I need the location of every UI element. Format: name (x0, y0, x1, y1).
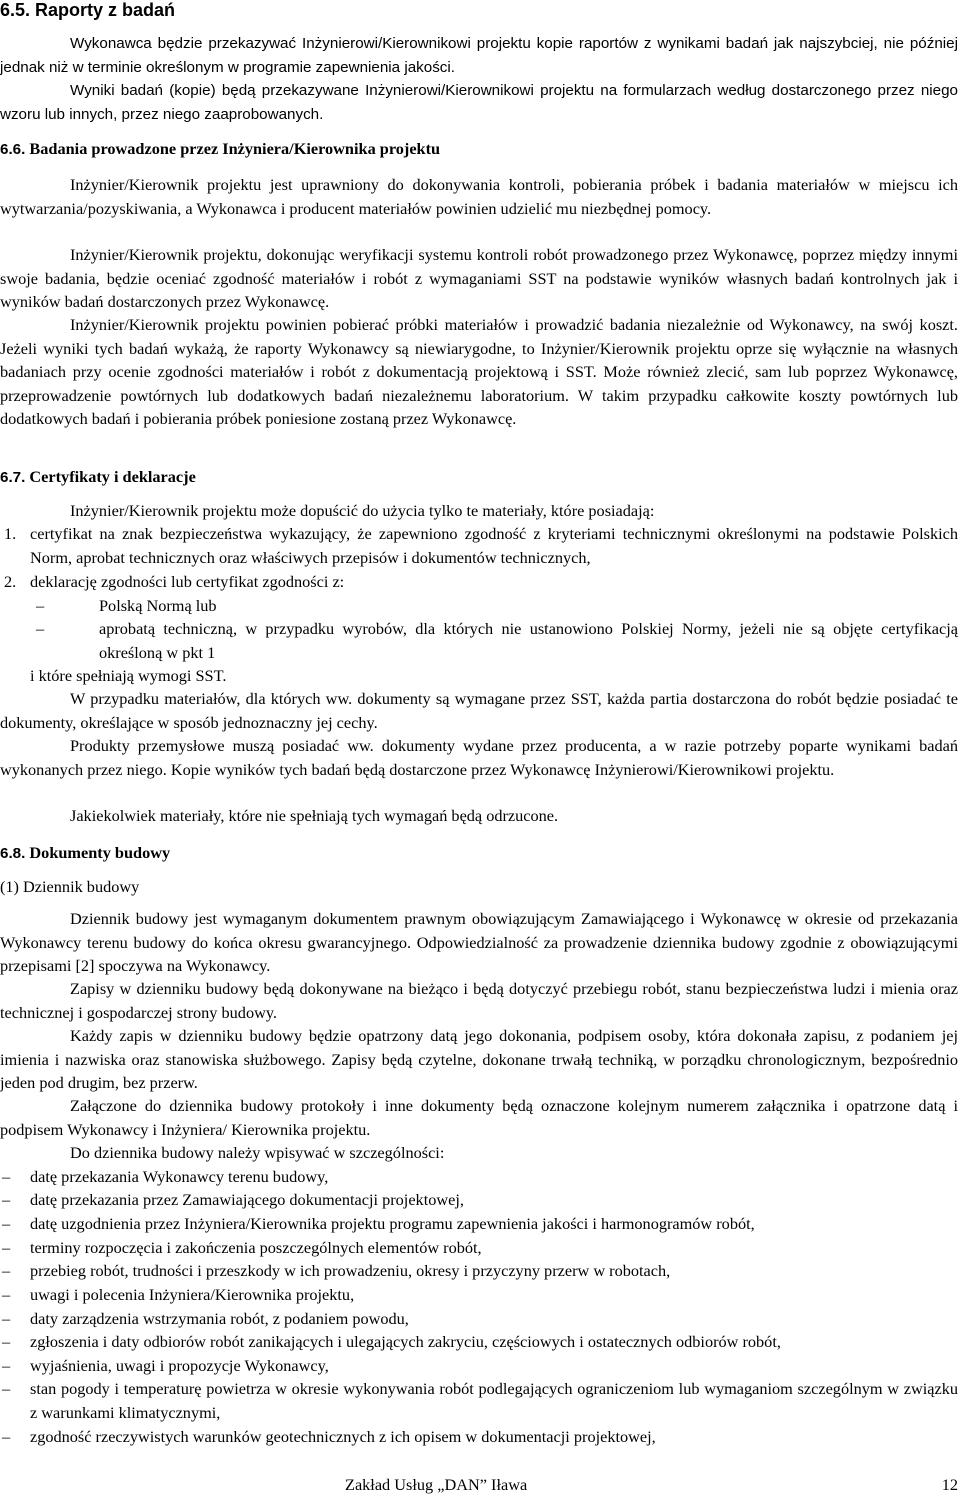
sub-heading-dziennik: (1) Dziennik budowy (0, 877, 140, 896)
section-heading-6-5: 6.5. Raporty z badań (0, 0, 176, 20)
dash-bullet: – (2, 1261, 11, 1280)
paragraph-6-7-3: Produkty przemysłowe muszą posiadać ww. dokumenty wydane przez producenta, a w razie potrzeby poparte wynikami badań wykonanych przez niego. Kopie wyników tych badań będą dostarczone przez Wykonawcę Inżynierowi/Kierownikowi projektu. (0, 736, 958, 779)
page-number: 12 (941, 1475, 958, 1494)
dash-bullet: – (2, 1332, 11, 1351)
diary-list-text: zgłoszenia i daty odbiorów robót zanikających i ulegających zakryciu, częściowych i ostatecznych odbiorów robót, (30, 1332, 781, 1351)
section-number-6-8: 6.8. (0, 845, 26, 862)
paragraph-6-8-2: Zapisy w dzienniku budowy będą dokonywane na bieżąco i będą dotyczyć przebiegu robót, stanu bezpieczeństwa ludzi i mienia oraz technicznej i gospodarczej strony budowy. (0, 979, 958, 1022)
paragraph-6-7-intro: Inżynier/Kierownik projektu może dopuścić do użycia tylko te materiały, które posiadają: (70, 501, 655, 520)
section-heading-6-6 (0, 138, 440, 161)
numbered-item-2 (0, 570, 958, 594)
sub-list-text: Polską Normą lub (99, 596, 217, 615)
dash-bullet: – (2, 1238, 11, 1257)
list-tail-text: i które spełniają wymogi SST. (30, 666, 227, 685)
item-number: 2. (4, 572, 17, 591)
diary-list-item (0, 1212, 958, 1236)
dash-bullet: – (2, 1167, 11, 1186)
diary-list-item (0, 1283, 958, 1307)
diary-list-text: wyjaśnienia, uwagi i propozycje Wykonawcy, (30, 1356, 329, 1375)
paragraph-6-5-1: Wykonawca będzie przekazywać Inżynierowi/Kierownikowi projektu kopie raportów z wynikami badań jak najszybciej, nie później jednak niż w terminie określonym w programie zapewnienia jakości. (0, 35, 958, 76)
sub-list-item (32, 617, 958, 664)
diary-list-item (0, 1425, 958, 1449)
diary-list-text: zgodność rzeczywistych warunków geotechnicznych z ich opisem w dokumentacji projektowej, (30, 1427, 656, 1446)
dash-bullet: – (2, 1427, 11, 1446)
dash-bullet: – (2, 1379, 11, 1398)
diary-list-item (0, 1236, 958, 1260)
item-text: deklarację zgodności lub certyfikat zgodności z: (30, 572, 345, 591)
diary-list-text: terminy rozpoczęcia i zakończenia poszczególnych elementów robót, (30, 1238, 482, 1257)
section-heading-6-8 (0, 842, 170, 865)
section-title-6-6: Badania prowadzone przez Inżyniera/Kierownika projektu (29, 139, 441, 158)
diary-list-item (0, 1188, 958, 1212)
paragraph-6-7-2: W przypadku materiałów, dla których ww. dokumenty są wymagane przez SST, każda partia dostarczona do robót będzie posiadać te dokumenty, określające w sposób jednoznaczny jej cechy. (0, 689, 958, 732)
dash-bullet: – (2, 1214, 11, 1233)
diary-list-item (0, 1165, 958, 1189)
paragraph-6-5-2: Wyniki badań (kopie) będą przekazywane Inżynierowi/Kierownikowi projektu na formularzach według dostarczonego przez niego wzoru lub innych, przez niego zaaprobowanych. (0, 82, 958, 123)
dash-bullet: – (2, 1356, 11, 1375)
diary-list-text: uwagi i polecenia Inżyniera/Kierownika projektu, (30, 1285, 355, 1304)
section-heading-6-7 (0, 466, 196, 489)
item-number: 1. (4, 524, 17, 543)
item-text: certyfikat na znak bezpieczeństwa wykazujący, że zapewniono zgodność z kryteriami technicznymi określonymi na podstawie Polskich Norm, aprobat technicznych oraz właściwych przepisów i dokumentów technicznych, (30, 524, 958, 567)
diary-list-text: daty zarządzenia wstrzymania robót, z podaniem powodu, (30, 1309, 409, 1328)
section-number-6-7: 6.7. (0, 469, 26, 486)
paragraph-6-8-1: Dziennik budowy jest wymaganym dokumentem prawnym obowiązującym Zamawiającego i Wykonawcę w okresie od przekazania Wykonawcy terenu budowy do końca okresu gwarancyjnego. Odpowiedzialność za prowadzenie dziennika budowy zgodnie z obowiązującymi przepisami [2] spoczywa na Wykonawcy. (0, 909, 958, 976)
diary-list-item (0, 1354, 958, 1378)
dash-bullet: – (2, 1309, 11, 1328)
diary-list-text: datę przekazania przez Zamawiającego dokumentacji projektowej, (30, 1190, 464, 1209)
sub-list-item (32, 594, 958, 618)
dash-bullet: – (2, 1285, 11, 1304)
paragraph-6-8-3: Każdy zapis w dzienniku budowy będzie opatrzony datą jego dokonania, podpisem osoby, która dokonała zapisu, z podaniem jej imienia i nazwiska oraz stanowiska służbowego. Zapisy będą czytelne, dokonane trwałą techniką, w porządku chronologicznym, bezpośrednio jeden pod drugim, bez przerw. (0, 1026, 958, 1093)
diary-list-text: stan pogody i temperaturę powietrza w okresie wykonywania robót podlegających ograniczeniom lub wymaganiom szczególnym w związku z warunkami klimatycznymi, (30, 1379, 958, 1422)
paragraph-6-8-5: Do dziennika budowy należy wpisywać w szczególności: (70, 1143, 445, 1162)
diary-list-text: datę uzgodnienia przez Inżyniera/Kierownika projektu programu zapewnienia jakości i harmonogramów robót, (30, 1214, 755, 1233)
sub-list-text: aprobatą techniczną, w przypadku wyrobów, dla których nie ustanowiono Polskiej Normy, jeżeli nie są objęte certyfikacją określoną w pkt 1 (99, 619, 958, 662)
diary-list-item (0, 1377, 958, 1424)
dash-bullet: – (36, 619, 45, 638)
section-title-6-8: Dokumenty budowy (29, 843, 171, 862)
section-number-6-6: 6.6. (0, 141, 26, 158)
section-title-6-7: Certyfikaty i deklaracje (29, 467, 196, 486)
diary-list-text: przebieg robót, trudności i przeszkody w ich prowadzeniu, okresy i przyczyny przerw w robotach, (30, 1261, 671, 1280)
paragraph-6-6-1: Inżynier/Kierownik projektu jest uprawniony do dokonywania kontroli, pobierania próbek i badania materiałów w miejscu ich wytwarzania/pozyskiwania, a Wykonawca i producent materiałów powinien udzielić mu niezbędnej pomocy. (0, 175, 958, 218)
diary-list-item (0, 1259, 958, 1283)
footer-company: Zakład Usług „DAN” Iława (345, 1475, 528, 1494)
paragraph-6-8-4: Załączone do dziennika budowy protokoły i inne dokumenty będą oznaczone kolejnym numerem załącznika i opatrzone datą i podpisem Wykonawcy i Inżyniera/ Kierownika projektu. (0, 1096, 958, 1139)
numbered-item-1 (0, 522, 958, 569)
dash-bullet: – (36, 596, 45, 615)
diary-list-text: datę przekazania Wykonawcy terenu budowy, (30, 1167, 329, 1186)
diary-list-item (0, 1330, 958, 1354)
diary-list-item (0, 1307, 958, 1331)
paragraph-6-6-2: Inżynier/Kierownik projektu, dokonując weryfikacji systemu kontroli robót prowadzonego przez Wykonawcę, poprzez między innymi swoje badania, będzie oceniać zgodność materiałów i robót z wymaganiami SST na podstawie wyników własnych badań kontrolnych jak i wyników badań dostarczonych przez Wykonawcę. (0, 245, 958, 312)
dash-bullet: – (2, 1190, 11, 1209)
paragraph-6-7-4: Jakiekolwiek materiały, które nie spełniają tych wymagań będą odrzucone. (70, 806, 559, 825)
paragraph-6-6-3: Inżynier/Kierownik projektu powinien pobierać próbki materiałów i prowadzić badania niezależnie od Wykonawcy, na swój koszt. Jeżeli wyniki tych badań wykażą, że raporty Wykonawcy są niewiarygodne, to Inżynier/Kierownik projektu oprze się wyłącznie na własnych badaniach przy ocenie zgodności materiałów i robót z dokumentacją projektową i SST. Może również zlecić, sam lub poprzez Wykonawcę, przeprowadzenie powtórnych lub dodatkowych badań niezależnemu laboratorium. W takim przypadku całkowite koszty powtórnych lub dodatkowych badań i pobierania próbek poniesione zostaną przez Wykonawcę. (0, 315, 958, 429)
